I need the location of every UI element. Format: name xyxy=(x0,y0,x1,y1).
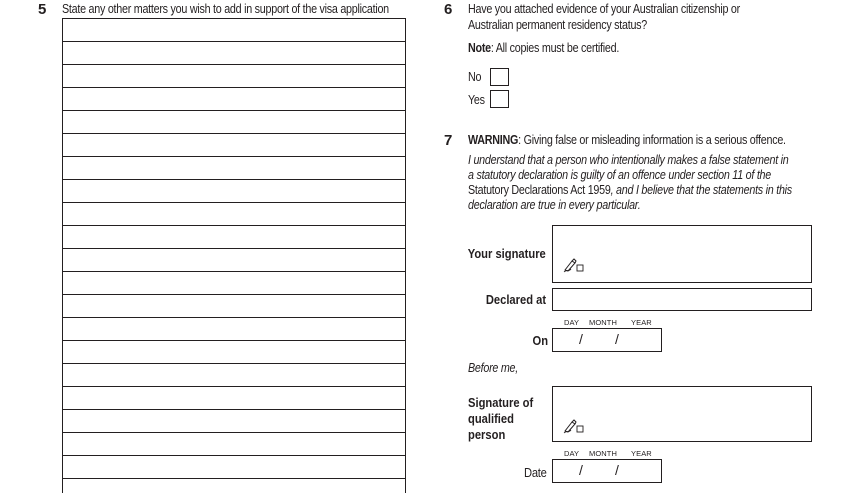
date-separator: / xyxy=(579,462,583,478)
declared-at-input[interactable] xyxy=(552,288,812,311)
writing-line xyxy=(63,156,405,157)
question-6-text-line2: Australian permanent residency status? xyxy=(468,18,648,32)
option-no-label: No xyxy=(468,70,482,84)
declaration-line-3 xyxy=(468,183,792,197)
writing-line xyxy=(63,87,405,88)
writing-line xyxy=(63,317,405,318)
writing-line xyxy=(63,478,405,479)
act-name: Statutory Declarations Act 1959 xyxy=(468,183,611,197)
writing-line xyxy=(63,110,405,111)
option-no-checkbox[interactable] xyxy=(490,68,509,86)
declaration-line-3-rest: , and I believe that the statements in this xyxy=(610,183,792,197)
question-5-number: 5 xyxy=(38,1,47,18)
question-5-text: State any other matters you wish to add in support of the visa application xyxy=(62,2,389,16)
question-6-number: 6 xyxy=(444,1,453,18)
qualified-signature-label-line3: person xyxy=(468,427,506,442)
option-yes-label: Yes xyxy=(468,93,485,107)
declaration-line-4: declaration are true in every particular. xyxy=(468,198,641,212)
question-6-note xyxy=(468,41,619,55)
warning-body: : Giving false or misleading information is a serious offence. xyxy=(518,133,786,147)
on-day-caption: DAY xyxy=(564,318,580,327)
note-text: : All copies must be certified. xyxy=(490,41,620,55)
additional-matters-textarea[interactable] xyxy=(62,18,406,493)
writing-line xyxy=(63,363,405,364)
qualified-signature-label-line1: Signature of xyxy=(468,395,534,410)
date-label: Date xyxy=(524,465,547,480)
question-7-number: 7 xyxy=(444,132,453,149)
date-month-caption: MONTH xyxy=(589,449,617,458)
question-6-text-line1: Have you attached evidence of your Australian citizenship or xyxy=(468,2,740,16)
writing-line xyxy=(63,133,405,134)
on-month-caption: MONTH xyxy=(589,318,617,327)
writing-line xyxy=(63,386,405,387)
date-separator: / xyxy=(579,331,583,347)
on-date-input[interactable] xyxy=(552,328,662,352)
warning-label: WARNING xyxy=(468,133,519,147)
pen-signature-icon xyxy=(563,257,585,273)
qualified-person-signature-box[interactable] xyxy=(552,386,812,442)
your-signature-box[interactable] xyxy=(552,225,812,283)
writing-line xyxy=(63,64,405,65)
writing-line xyxy=(63,271,405,272)
writing-line xyxy=(63,41,405,42)
writing-line xyxy=(63,179,405,180)
writing-line xyxy=(63,432,405,433)
writing-line xyxy=(63,225,405,226)
pen-signature-icon xyxy=(563,418,585,434)
qualified-signature-label-line2: qualified xyxy=(468,411,514,426)
option-yes-checkbox[interactable] xyxy=(490,90,509,108)
date-day-caption: DAY xyxy=(564,449,580,458)
warning-text xyxy=(468,133,786,147)
writing-line xyxy=(63,248,405,249)
writing-line xyxy=(63,340,405,341)
date-input[interactable] xyxy=(552,459,662,483)
on-label: On xyxy=(532,333,548,348)
declaration-line-2: a statutory declaration is guilty of an offence under section 11 of the xyxy=(468,168,771,182)
writing-line xyxy=(63,455,405,456)
writing-line xyxy=(63,409,405,410)
declared-at-label: Declared at xyxy=(485,292,546,307)
writing-line xyxy=(63,294,405,295)
your-signature-label: Your signature xyxy=(467,246,546,261)
writing-line xyxy=(63,202,405,203)
date-year-caption: YEAR xyxy=(631,449,652,458)
declaration-line-1: I understand that a person who intentionally makes a false statement in xyxy=(468,153,789,167)
date-separator: / xyxy=(615,331,619,347)
date-separator: / xyxy=(615,462,619,478)
before-me-text: Before me, xyxy=(468,361,519,375)
note-label: Note xyxy=(468,41,491,55)
on-year-caption: YEAR xyxy=(631,318,652,327)
qualified-signature-label xyxy=(468,395,533,443)
